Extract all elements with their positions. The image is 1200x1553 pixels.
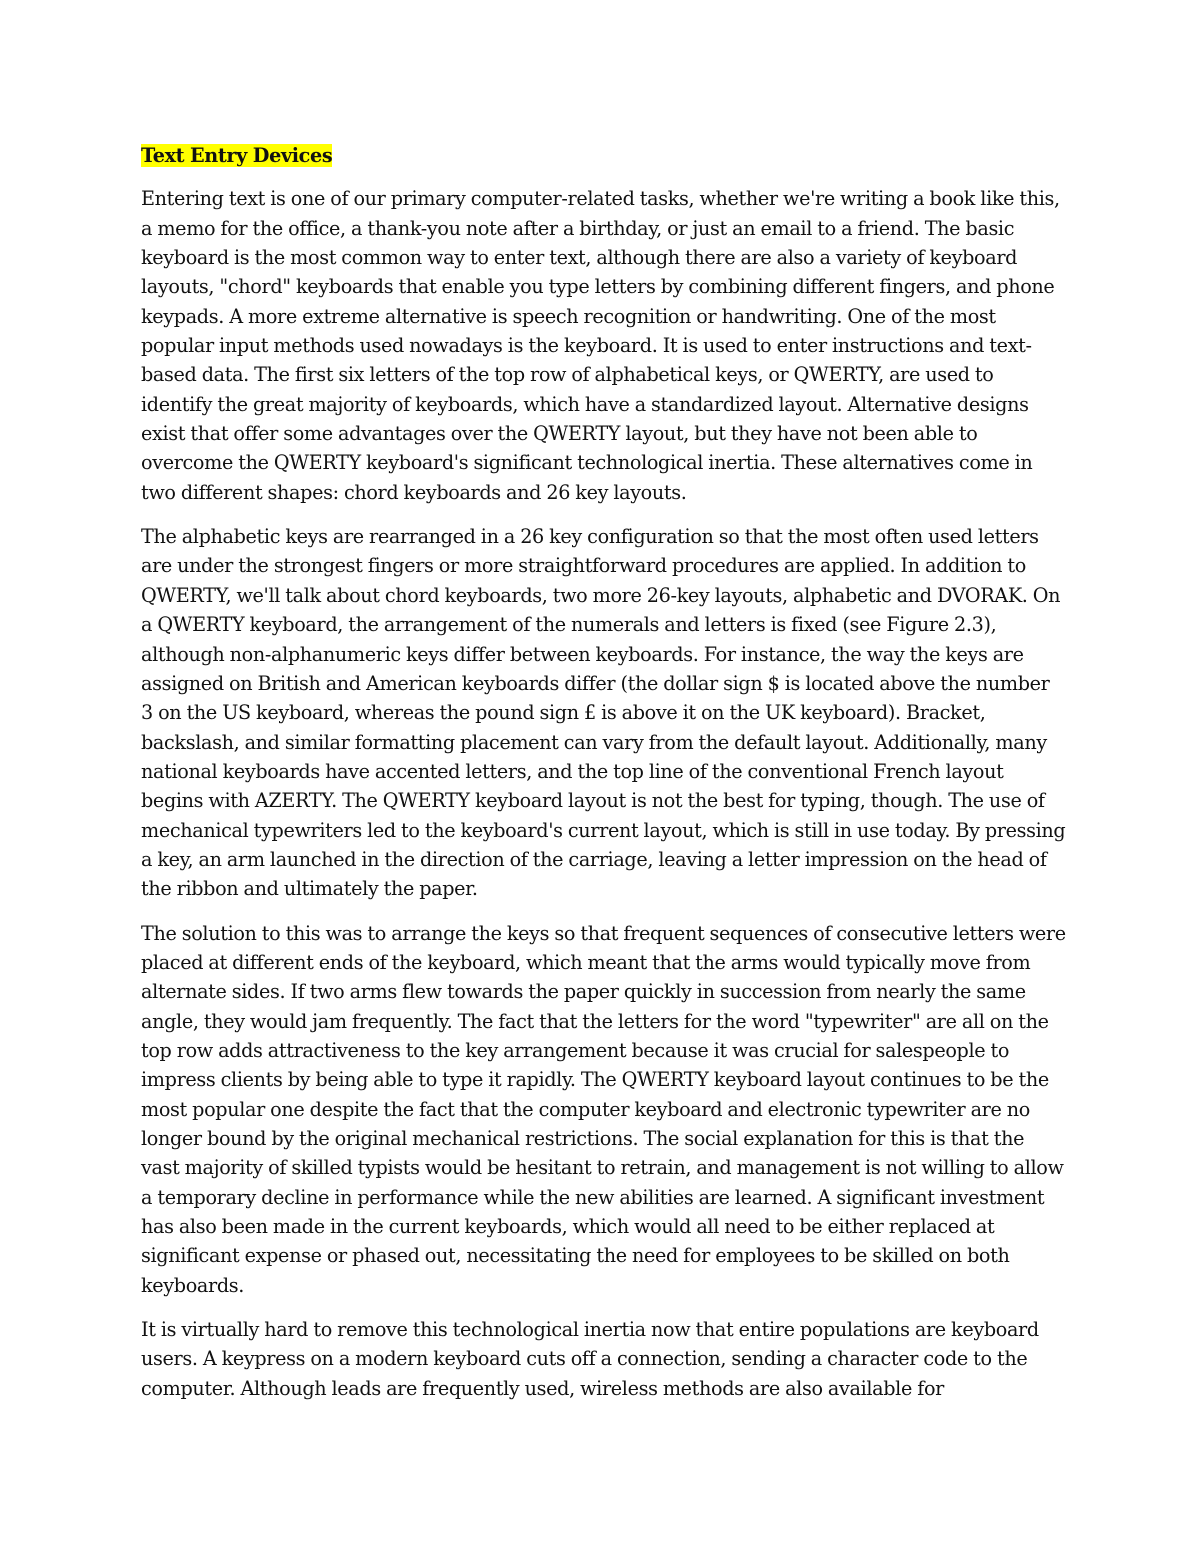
section-heading [141, 141, 1066, 170]
paragraph-3: The solution to this was to arrange the keys so that frequent sequences of consecutive letters were placed at different ends of the keyboard, which meant that the arms would typically move from alternate sides. If two arms flew towards the paper quickly in succession from nearly the same angle, they would jam frequently. The fact that the letters for the word "typewriter" are all on the top row adds attractiveness to the key arrangement because it was crucial for salespeople to impress clients by being able to type it rapidly. The QWERTY keyboard layout continues to be the most popular one despite the fact that the computer keyboard and electronic typewriter are no longer bound by the original mechanical restrictions. The social explanation for this is that the vast majority of skilled typists would be hesitant to retrain, and management is not willing to allow a temporary decline in performance while the new abilities are learned. A significant investment has also been made in the current keyboards, which would all need to be either replaced at significant expense or phased out, necessitating the need for employees to be skilled on both keyboards. [141, 921, 1066, 1297]
highlighted-heading-text: Text Entry Devices [141, 144, 333, 167]
paragraph-2: The alphabetic keys are rearranged in a 26 key configuration so that the most often used letters are under the strongest fingers or more straightforward procedures are applied. In addition to QWERTY, we'll talk about chord keyboards, two more 26-key layouts, alphabetic and DVORAK. On a QWERTY keyboard, the arrangement of the numerals and letters is fixed (see Figure 2.3), although non-alphanumeric keys differ between keyboards. For instance, the way the keys are assigned on British and American keyboards differ (the dollar sign $ is located above the number 3 on the US keyboard, whereas the pound sign £ is above it on the UK keyboard). Bracket, backslash, and similar formatting placement can vary from the default layout. Additionally, many national keyboards have accented letters, and the top line of the conventional French layout begins with AZERTY. The QWERTY keyboard layout is not the best for typing, though. The use of mechanical typewriters led to the keyboard's current layout, which is still in use today. By pressing a key, an arm launched in the direction of the carriage, leaving a letter impression on the head of the ribbon and ultimately the paper. [141, 525, 1066, 901]
document-body [141, 141, 1066, 1418]
paragraph-4: It is virtually hard to remove this technological inertia now that entire populations are keyboard users. A keypress on a modern keyboard cuts off a connection, sending a character code to the computer. Although leads are frequently used, wireless methods are also available for [141, 1318, 1039, 1400]
paragraph-1: Entering text is one of our primary computer-related tasks, whether we're writing a book like this, a memo for the office, a thank-you note after a birthday, or just an email to a friend. The basic keyboard is the most common way to enter text, although there are also a variety of keyboard layouts, "chord" keyboards that enable you type letters by combining different fingers, and phone keypads. A more extreme alternative is speech recognition or handwriting. One of the most popular input methods used nowadays is the keyboard. It is used to enter instructions and text-based data. The first six letters of the top row of alphabetical keys, or QWERTY, are used to identify the great majority of keyboards, which have a standardized layout. Alternative designs exist that offer some advantages over the QWERTY layout, but they have not been able to overcome the QWERTY keyboard's significant technological inertia. These alternatives come in two different shapes: chord keyboards and 26 key layouts. [141, 187, 1060, 504]
